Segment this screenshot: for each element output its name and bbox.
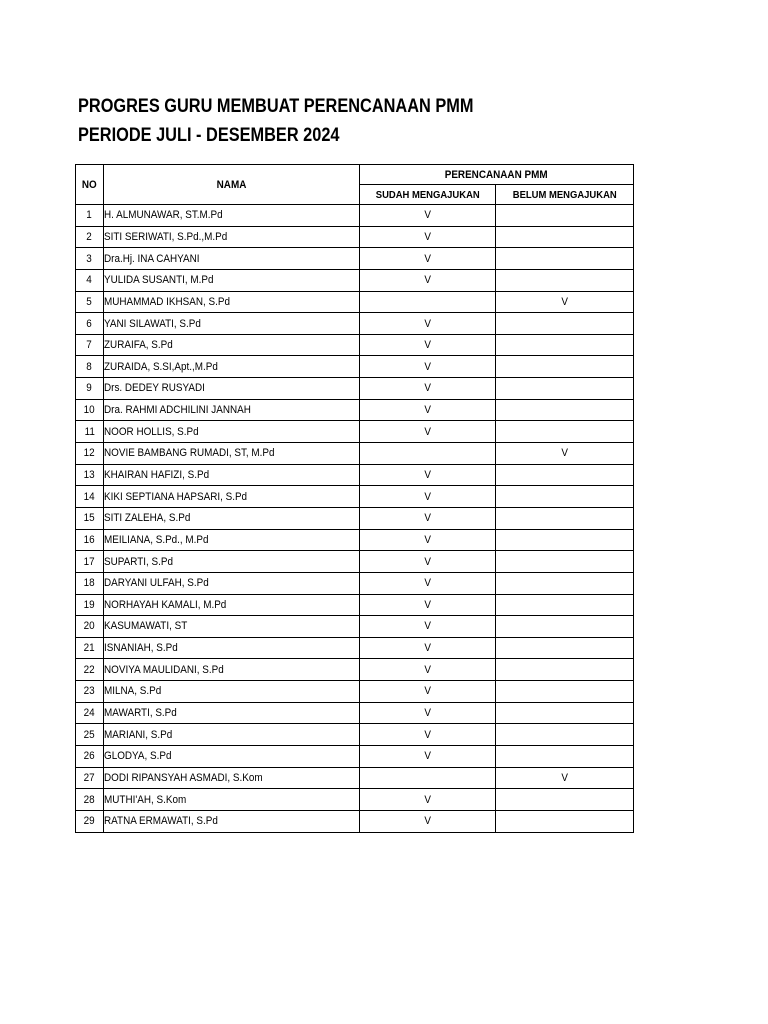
- row-belum-mengajukan-cell: [496, 226, 634, 248]
- table-row: [76, 226, 634, 248]
- row-no-cell: 12: [76, 443, 104, 465]
- row-nama-cell: YANI SILAWATI, S.Pd: [104, 313, 360, 335]
- row-sudah-mengajukan-cell: V: [360, 205, 496, 227]
- row-belum-mengajukan-cell: [496, 507, 634, 529]
- table-row: [76, 486, 634, 508]
- row-no-cell: 9: [76, 378, 104, 400]
- row-no-cell: 5: [76, 291, 104, 313]
- row-no-cell: 13: [76, 464, 104, 486]
- row-no-cell: 17: [76, 551, 104, 573]
- header-no: NO: [76, 165, 104, 205]
- title-line-2: PERIODE JULI - DESEMBER 2024: [78, 125, 340, 146]
- row-sudah-mengajukan-cell: [360, 767, 496, 789]
- row-belum-mengajukan-cell: [496, 399, 634, 421]
- row-sudah-mengajukan-cell: [360, 291, 496, 313]
- row-nama-cell: MUTHI'AH, S.Kom: [104, 789, 360, 811]
- row-belum-mengajukan-cell: [496, 248, 634, 270]
- row-nama-cell: H. ALMUNAWAR, ST.M.Pd: [104, 205, 360, 227]
- table-row: [76, 356, 634, 378]
- row-sudah-mengajukan-cell: V: [360, 637, 496, 659]
- row-belum-mengajukan-cell: V: [496, 291, 634, 313]
- row-no-cell: 15: [76, 507, 104, 529]
- row-no-cell: 4: [76, 269, 104, 291]
- table-row: [76, 529, 634, 551]
- row-no-cell: 18: [76, 572, 104, 594]
- row-sudah-mengajukan-cell: V: [360, 356, 496, 378]
- row-no-cell: 11: [76, 421, 104, 443]
- row-no-cell: 21: [76, 637, 104, 659]
- table-row: [76, 421, 634, 443]
- row-sudah-mengajukan-cell: V: [360, 248, 496, 270]
- row-no-cell: 22: [76, 659, 104, 681]
- row-belum-mengajukan-cell: [496, 659, 634, 681]
- row-sudah-mengajukan-cell: V: [360, 507, 496, 529]
- row-sudah-mengajukan-cell: V: [360, 486, 496, 508]
- row-no-cell: 7: [76, 334, 104, 356]
- row-nama-cell: SITI SERIWATI, S.Pd.,M.Pd: [104, 226, 360, 248]
- row-belum-mengajukan-cell: [496, 421, 634, 443]
- row-nama-cell: KHAIRAN HAFIZI, S.Pd: [104, 464, 360, 486]
- row-sudah-mengajukan-cell: [360, 443, 496, 465]
- row-nama-cell: MILNA, S.Pd: [104, 681, 360, 703]
- row-nama-cell: Dra.Hj. INA CAHYANI: [104, 248, 360, 270]
- row-belum-mengajukan-cell: [496, 334, 634, 356]
- row-sudah-mengajukan-cell: V: [360, 399, 496, 421]
- row-sudah-mengajukan-cell: V: [360, 551, 496, 573]
- table-row: [76, 507, 634, 529]
- table-row: [76, 313, 634, 335]
- title-line-1: PROGRES GURU MEMBUAT PERENCANAAN PMM: [78, 96, 474, 117]
- row-sudah-mengajukan-cell: V: [360, 724, 496, 746]
- row-nama-cell: DODI RIPANSYAH ASMADI, S.Kom: [104, 767, 360, 789]
- table-row: [76, 724, 634, 746]
- row-belum-mengajukan-cell: [496, 486, 634, 508]
- row-sudah-mengajukan-cell: V: [360, 702, 496, 724]
- row-belum-mengajukan-cell: [496, 594, 634, 616]
- row-no-cell: 24: [76, 702, 104, 724]
- row-sudah-mengajukan-cell: V: [360, 378, 496, 400]
- header-perencanaan-pmm: PERENCANAAN PMM: [360, 165, 634, 185]
- pmm-progress-table: [75, 164, 634, 833]
- row-belum-mengajukan-cell: [496, 313, 634, 335]
- table-row: [76, 572, 634, 594]
- row-nama-cell: Drs. DEDEY RUSYADI: [104, 378, 360, 400]
- table-row: [76, 443, 634, 465]
- row-sudah-mengajukan-cell: V: [360, 572, 496, 594]
- row-belum-mengajukan-cell: [496, 681, 634, 703]
- row-sudah-mengajukan-cell: V: [360, 464, 496, 486]
- table-row: [76, 789, 634, 811]
- row-nama-cell: MEILIANA, S.Pd., M.Pd: [104, 529, 360, 551]
- table-row: [76, 702, 634, 724]
- row-nama-cell: ZURAIDA, S.SI,Apt.,M.Pd: [104, 356, 360, 378]
- header-belum-mengajukan: BELUM MENGAJUKAN: [496, 185, 634, 205]
- row-no-cell: 23: [76, 681, 104, 703]
- row-sudah-mengajukan-cell: V: [360, 681, 496, 703]
- row-belum-mengajukan-cell: V: [496, 443, 634, 465]
- row-belum-mengajukan-cell: [496, 810, 634, 832]
- row-nama-cell: NOOR HOLLIS, S.Pd: [104, 421, 360, 443]
- table-row: [76, 659, 634, 681]
- table-row: [76, 291, 634, 313]
- document-title: [78, 92, 538, 150]
- row-sudah-mengajukan-cell: V: [360, 313, 496, 335]
- row-no-cell: 3: [76, 248, 104, 270]
- row-no-cell: 2: [76, 226, 104, 248]
- row-nama-cell: NOVIE BAMBANG RUMADI, ST, M.Pd: [104, 443, 360, 465]
- row-belum-mengajukan-cell: [496, 269, 634, 291]
- row-belum-mengajukan-cell: [496, 789, 634, 811]
- row-no-cell: 14: [76, 486, 104, 508]
- row-nama-cell: KIKI SEPTIANA HAPSARI, S.Pd: [104, 486, 360, 508]
- row-belum-mengajukan-cell: [496, 529, 634, 551]
- row-sudah-mengajukan-cell: V: [360, 789, 496, 811]
- row-sudah-mengajukan-cell: V: [360, 659, 496, 681]
- table-row: [76, 378, 634, 400]
- row-no-cell: 26: [76, 746, 104, 768]
- header-nama: NAMA: [104, 165, 360, 205]
- row-nama-cell: ISNANIAH, S.Pd: [104, 637, 360, 659]
- row-no-cell: 1: [76, 205, 104, 227]
- row-belum-mengajukan-cell: [496, 378, 634, 400]
- row-belum-mengajukan-cell: [496, 356, 634, 378]
- row-no-cell: 27: [76, 767, 104, 789]
- row-nama-cell: NOVIYA MAULIDANI, S.Pd: [104, 659, 360, 681]
- row-sudah-mengajukan-cell: V: [360, 616, 496, 638]
- header-sudah-mengajukan: SUDAH MENGAJUKAN: [360, 185, 496, 205]
- row-belum-mengajukan-cell: [496, 616, 634, 638]
- table-body: [76, 205, 634, 833]
- table-row: [76, 616, 634, 638]
- row-nama-cell: KASUMAWATI, ST: [104, 616, 360, 638]
- row-belum-mengajukan-cell: [496, 572, 634, 594]
- table-row: [76, 551, 634, 573]
- row-belum-mengajukan-cell: [496, 746, 634, 768]
- row-sudah-mengajukan-cell: V: [360, 810, 496, 832]
- row-sudah-mengajukan-cell: V: [360, 226, 496, 248]
- row-no-cell: 19: [76, 594, 104, 616]
- row-no-cell: 10: [76, 399, 104, 421]
- row-no-cell: 29: [76, 810, 104, 832]
- row-nama-cell: Dra. RAHMI ADCHILINI JANNAH: [104, 399, 360, 421]
- row-belum-mengajukan-cell: V: [496, 767, 634, 789]
- row-sudah-mengajukan-cell: V: [360, 334, 496, 356]
- table-row: [76, 334, 634, 356]
- table-row: [76, 746, 634, 768]
- row-no-cell: 20: [76, 616, 104, 638]
- row-sudah-mengajukan-cell: V: [360, 421, 496, 443]
- row-belum-mengajukan-cell: [496, 724, 634, 746]
- table-row: [76, 767, 634, 789]
- row-nama-cell: GLODYA, S.Pd: [104, 746, 360, 768]
- row-no-cell: 28: [76, 789, 104, 811]
- table-row: [76, 269, 634, 291]
- row-nama-cell: SITI ZALEHA, S.Pd: [104, 507, 360, 529]
- row-belum-mengajukan-cell: [496, 205, 634, 227]
- table-row: [76, 464, 634, 486]
- row-sudah-mengajukan-cell: V: [360, 594, 496, 616]
- row-no-cell: 25: [76, 724, 104, 746]
- table-row: [76, 594, 634, 616]
- table-row: [76, 205, 634, 227]
- row-no-cell: 16: [76, 529, 104, 551]
- row-sudah-mengajukan-cell: V: [360, 529, 496, 551]
- row-nama-cell: SUPARTI, S.Pd: [104, 551, 360, 573]
- row-nama-cell: ZURAIFA, S.Pd: [104, 334, 360, 356]
- row-belum-mengajukan-cell: [496, 464, 634, 486]
- row-sudah-mengajukan-cell: V: [360, 746, 496, 768]
- row-no-cell: 8: [76, 356, 104, 378]
- row-nama-cell: YULIDA SUSANTI, M.Pd: [104, 269, 360, 291]
- row-belum-mengajukan-cell: [496, 637, 634, 659]
- row-nama-cell: MARIANI, S.Pd: [104, 724, 360, 746]
- row-belum-mengajukan-cell: [496, 702, 634, 724]
- row-belum-mengajukan-cell: [496, 551, 634, 573]
- table-row: [76, 810, 634, 832]
- row-nama-cell: MAWARTI, S.Pd: [104, 702, 360, 724]
- row-nama-cell: RATNA ERMAWATI, S.Pd: [104, 810, 360, 832]
- row-nama-cell: NORHAYAH KAMALI, M.Pd: [104, 594, 360, 616]
- table-row: [76, 399, 634, 421]
- row-nama-cell: DARYANI ULFAH, S.Pd: [104, 572, 360, 594]
- table-row: [76, 248, 634, 270]
- row-nama-cell: MUHAMMAD IKHSAN, S.Pd: [104, 291, 360, 313]
- table-row: [76, 637, 634, 659]
- table-row: [76, 681, 634, 703]
- row-sudah-mengajukan-cell: V: [360, 269, 496, 291]
- row-no-cell: 6: [76, 313, 104, 335]
